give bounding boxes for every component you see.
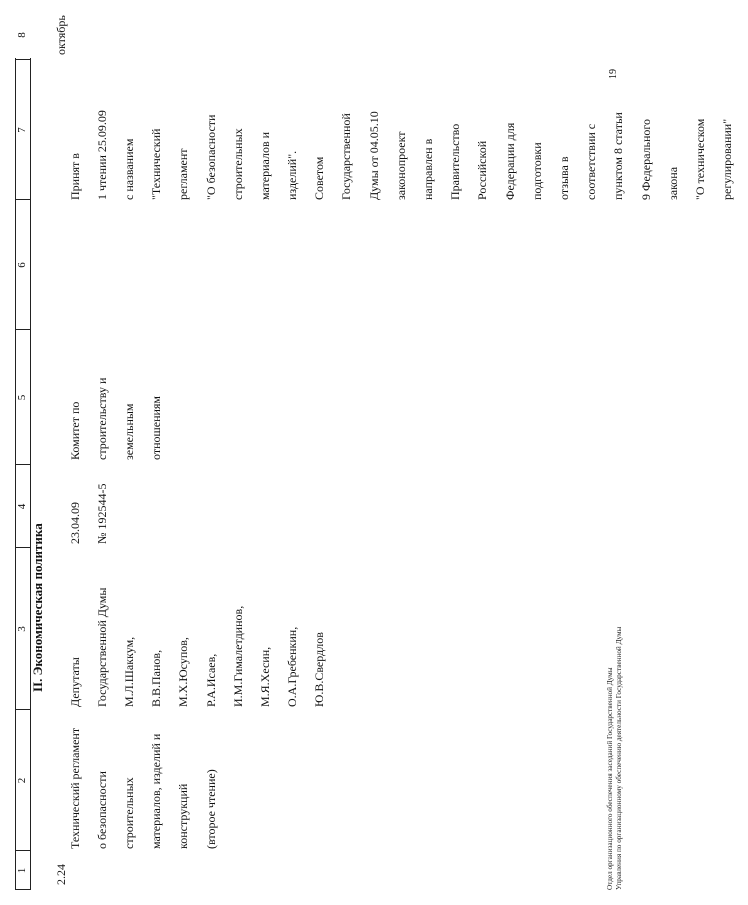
- author-line: Р.А.Исаев,: [203, 653, 218, 707]
- bill-name-line: (второе чтение): [203, 769, 218, 849]
- month-cell: октябрь: [54, 15, 68, 55]
- status-line: Думы от 04.05.10: [366, 111, 381, 200]
- bill-name-line: Технический регламент: [67, 727, 82, 849]
- column-header-5: 5: [16, 394, 28, 401]
- bill-name-line: строительных: [121, 777, 136, 849]
- bill-name-cell: [55, 728, 232, 849]
- registration-date: 23.04.09: [67, 502, 82, 544]
- status-line: с названием: [121, 138, 136, 200]
- column-header-7: 7: [16, 127, 28, 133]
- registration-number: № 192544-5: [94, 483, 109, 544]
- page-number: 19: [608, 69, 619, 79]
- bill-name-line: о безопасности: [94, 771, 109, 849]
- status-line: изделий".: [285, 150, 300, 200]
- committee-line: строительству и: [94, 377, 109, 460]
- author-line: О.А.Гребенкин,: [285, 626, 300, 707]
- status-line: соответствии с: [584, 123, 599, 200]
- status-line: "О безопасности: [203, 114, 218, 200]
- committee-line: земельным: [121, 403, 136, 460]
- status-line: Российской: [475, 140, 490, 200]
- status-line: регулировании": [720, 118, 735, 200]
- table-header-bottom-border: [30, 58, 31, 890]
- status-cell: [55, 110, 748, 200]
- column-header-3: 3: [16, 626, 28, 632]
- column-header-8: 8: [16, 32, 28, 38]
- status-line: закона: [665, 166, 680, 200]
- column-header-1: 1: [16, 867, 28, 874]
- status-line: пунктом 8 статьи: [611, 112, 626, 200]
- column-header-4: 4: [16, 503, 28, 510]
- bill-name-line: конструкций: [176, 783, 191, 849]
- status-line: материалов и: [257, 131, 272, 200]
- author-line: Депутаты: [67, 657, 82, 707]
- author-line: И.М.Гималетдинов,: [230, 605, 245, 707]
- row-number: 2.24: [54, 864, 68, 885]
- status-line: отзыва в: [556, 156, 571, 200]
- status-line: Государственной: [339, 113, 354, 200]
- status-line: подготовки: [529, 142, 544, 200]
- author-line: Ю.В.Свердлов: [312, 632, 327, 707]
- author-line: М.Х.Юсупов,: [176, 637, 191, 707]
- footer-department: Отдел организационного обеспечения заседаний Государственной Думы: [606, 667, 614, 890]
- status-line: Федерации для: [502, 122, 517, 200]
- committee-line: Комитет по: [67, 401, 82, 460]
- author-line: М.Я.Хесин,: [257, 646, 272, 707]
- status-line: 9 Федерального: [638, 118, 653, 200]
- committee-cell: [55, 378, 177, 460]
- author-line: Государственной Думы: [94, 587, 109, 707]
- status-line: "Технический: [149, 128, 164, 200]
- registration-cell: [55, 484, 123, 544]
- status-line: регламент: [176, 148, 191, 200]
- author-line: В.В.Панов,: [149, 649, 164, 707]
- author-line: М.Л.Шаккум,: [121, 636, 136, 707]
- committee-line: отношениям: [149, 395, 164, 460]
- status-line: 1 чтении 25.09.09: [94, 110, 109, 200]
- status-line: направлен в: [421, 138, 436, 200]
- authors-cell: [55, 588, 340, 707]
- status-line: Принят в: [67, 153, 82, 200]
- column-header-2: 2: [16, 777, 28, 784]
- column-header-6: 6: [16, 262, 28, 268]
- section-title: II. Экономическая политика: [30, 523, 45, 692]
- status-line: законопроект: [393, 131, 408, 200]
- status-line: Правительство: [448, 123, 463, 200]
- status-line: строительных: [230, 128, 245, 200]
- footer-directorate: Управления по организационному обеспечению деятельности Государственной Думы: [615, 626, 623, 890]
- bill-name-line: материалов, изделий и: [149, 733, 164, 849]
- status-line: "О техническом: [692, 118, 707, 200]
- status-line: Советом: [312, 156, 327, 200]
